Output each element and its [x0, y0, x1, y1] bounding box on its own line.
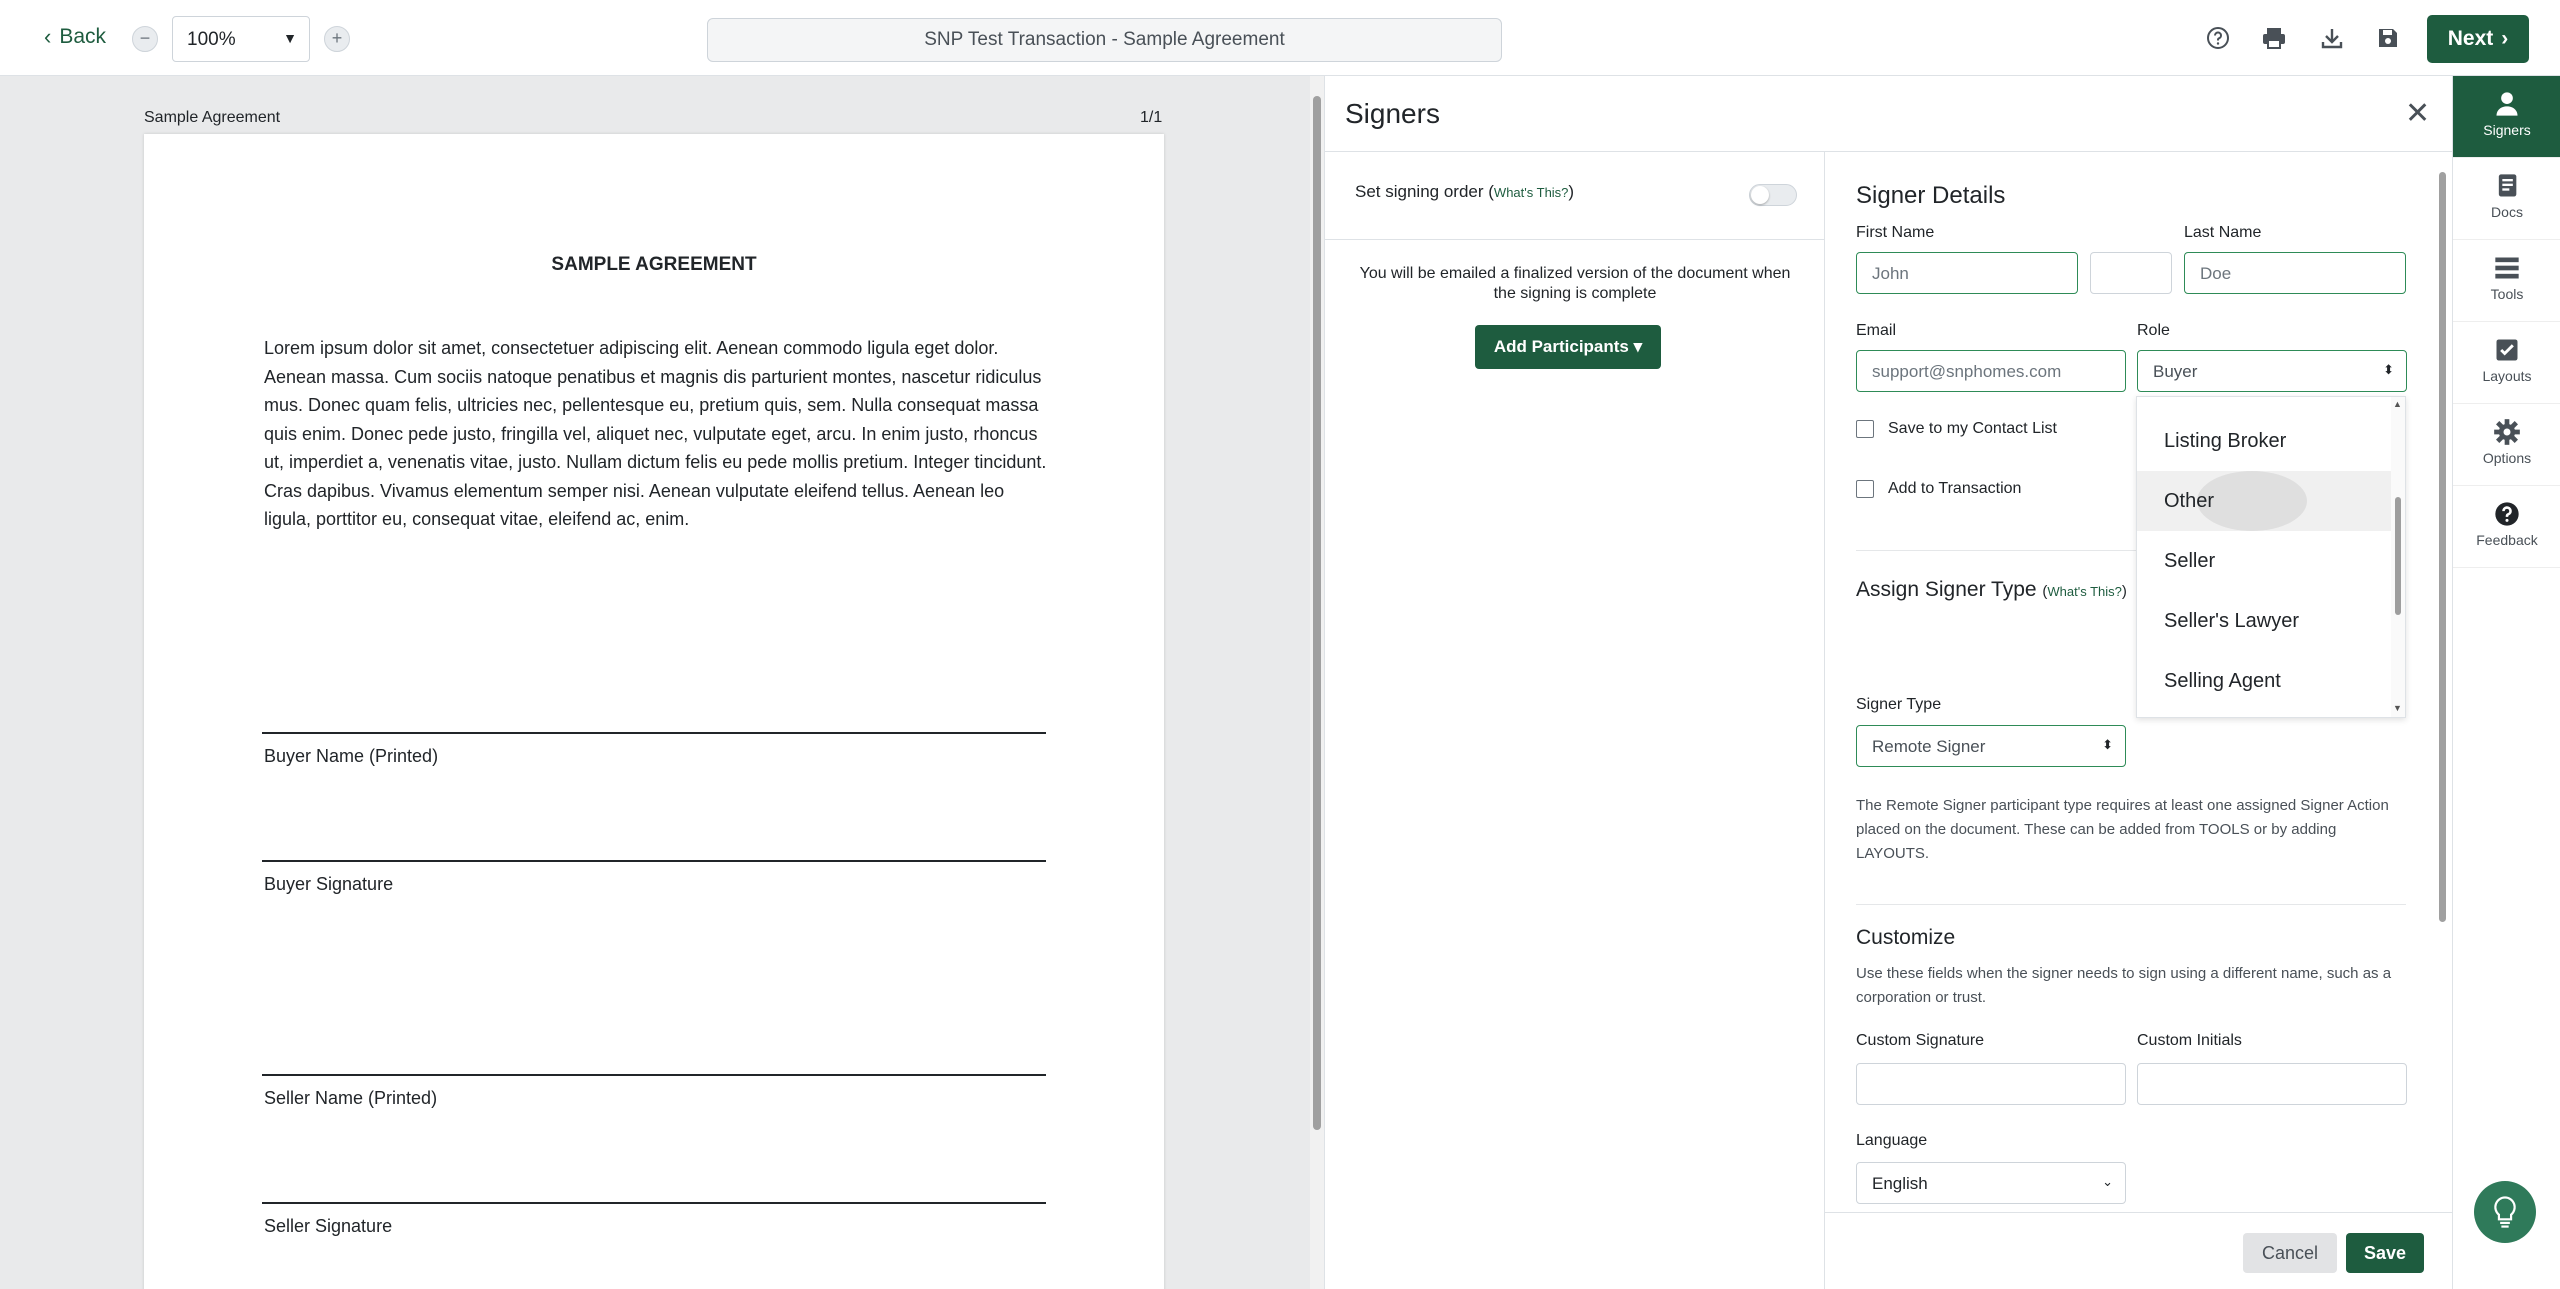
- document-title-field[interactable]: SNP Test Transaction - Sample Agreement: [707, 18, 1502, 62]
- language-value: English: [1872, 1174, 1928, 1193]
- save-contact-checkbox[interactable]: [1856, 420, 1874, 438]
- close-icon[interactable]: ✕: [2405, 97, 2431, 130]
- top-toolbar: [0, 0, 2560, 76]
- add-transaction-row: [1856, 480, 2021, 498]
- docs-icon: [2493, 172, 2521, 200]
- document-scrollbar[interactable]: [1310, 76, 1324, 1289]
- whats-this-link[interactable]: What's This?: [2047, 584, 2122, 599]
- zoom-select[interactable]: [172, 16, 310, 62]
- rail-item-tools[interactable]: Tools: [2453, 240, 2560, 322]
- layouts-icon: [2493, 336, 2521, 364]
- last-name-field[interactable]: Doe: [2184, 252, 2406, 294]
- save-button[interactable]: Save: [2346, 1233, 2424, 1273]
- lightbulb-help-button[interactable]: [2474, 1181, 2536, 1243]
- signing-order-row: [1325, 152, 1825, 240]
- role-option-selling-agent[interactable]: Selling Agent: [2164, 670, 2281, 692]
- signer-type-value: Remote Signer: [1872, 737, 1986, 756]
- custom-initials-label: Custom Initials: [2137, 1032, 2242, 1049]
- first-name-label: First Name: [1856, 224, 1935, 241]
- signature-line: [262, 860, 1046, 862]
- signature-field-label: Buyer Name (Printed): [264, 746, 439, 766]
- rail-item-layouts[interactable]: Layouts: [2453, 322, 2560, 404]
- rail-item-signers[interactable]: Signers: [2453, 76, 2560, 158]
- scrollbar-thumb[interactable]: [2439, 172, 2446, 922]
- rail-item-docs[interactable]: Docs: [2453, 158, 2560, 240]
- customize-heading: Customize: [1856, 926, 1956, 949]
- role-select[interactable]: [2137, 350, 2407, 392]
- signature-field-label: Seller Signature: [264, 1216, 393, 1236]
- signer-type-description: The Remote Signer participant type requires at least one assigned Signer Action placed on the document. These can be added from TOOLS or by adding LAYOUTS.: [1856, 797, 2389, 862]
- signature-field-label: Buyer Signature: [264, 874, 394, 894]
- add-participants-button[interactable]: Add Participants ▾: [1475, 325, 1661, 369]
- custom-signature-label: Custom Signature: [1856, 1032, 1985, 1049]
- middle-initial-field[interactable]: [2090, 252, 2172, 294]
- toggle-knob: [1751, 186, 1769, 204]
- add-transaction-checkbox[interactable]: [1856, 480, 1874, 498]
- zoom-value: 100%: [187, 29, 236, 50]
- chevron-down-icon: ▼: [283, 30, 297, 46]
- email-label: Email: [1856, 322, 1897, 339]
- scrollbar-thumb[interactable]: [2395, 497, 2401, 615]
- person-icon: [2493, 90, 2521, 118]
- role-option-seller[interactable]: Seller: [2164, 550, 2216, 572]
- email-field[interactable]: support@snphomes.com: [1856, 350, 2126, 392]
- first-name-field[interactable]: John: [1856, 252, 2078, 294]
- signature-line: [262, 1074, 1046, 1076]
- sort-caret-icon: ⬍: [2383, 362, 2394, 377]
- whats-this-link[interactable]: What's This?: [1493, 185, 1569, 200]
- signature-field-label: Seller Name (Printed): [264, 1088, 438, 1108]
- page-count: 1/1: [1140, 109, 1163, 126]
- zoom-in-button[interactable]: +: [324, 26, 350, 52]
- save-contact-row: [1856, 420, 2057, 438]
- document-body: Lorem ipsum dolor sit amet, consectetuer adipiscing elit. Aenean commodo ligula eget dolor. Aenean massa. Cum sociis natoque penatibus et magnis dis parturient montes, nascetur ridiculus mus. Donec quam felis, ultricies nec, pellentesque eu, pretium quis, sem. Nulla consequat massa quis enim. Donec pede justo, fringilla vel, aliquet nec, vulputate eget, arcu. In enim justo, rhoncus ut, imperdiet a, venenatis vitae, justo. Nullam dictum felis eu pede mollis pretium. Integer tincidunt. Cras dapibus. Vivamus elementum semper nisi. Aenean vulputate eleifend tellus. Aenean leo ligula, porttitor eu, consequat vitae, eleifend ac, enim.: [264, 338, 1047, 529]
- custom-signature-field[interactable]: [1856, 1063, 2126, 1105]
- scroll-up-icon[interactable]: ▲: [2393, 399, 2402, 409]
- zoom-out-button[interactable]: −: [132, 26, 158, 52]
- next-button[interactable]: [2427, 15, 2529, 63]
- sort-caret-icon: ⬍: [2102, 737, 2113, 752]
- panel-footer: [1825, 1212, 2453, 1289]
- print-icon[interactable]: [2258, 22, 2290, 54]
- role-list-scrollbar[interactable]: [2391, 397, 2405, 717]
- signer-type-label: Signer Type: [1856, 696, 1942, 713]
- signer-details-column: [1825, 152, 2453, 1289]
- signature-line: [262, 1202, 1046, 1204]
- chevron-down-icon: ⌄: [2102, 1174, 2113, 1189]
- email-note: You will be emailed a finalized version of the document when the signing is complete: [1359, 265, 1791, 302]
- add-transaction-label: Add to Transaction: [1888, 480, 2022, 497]
- tools-icon: [2493, 254, 2521, 282]
- save-disk-icon[interactable]: [2372, 22, 2404, 54]
- role-value: Buyer: [2153, 362, 2198, 381]
- signing-order-label: Set signing order (What's This?): [1355, 182, 1575, 201]
- document-name: Sample Agreement: [144, 109, 281, 126]
- save-contact-label: Save to my Contact List: [1888, 420, 2057, 437]
- language-select[interactable]: [1856, 1162, 2126, 1204]
- gear-icon: [2493, 418, 2521, 446]
- custom-initials-field[interactable]: [2137, 1063, 2407, 1105]
- participants-column: [1325, 152, 1825, 1289]
- divider: [1856, 904, 2406, 905]
- download-icon[interactable]: [2316, 22, 2348, 54]
- chevron-right-icon: ›: [2501, 27, 2509, 50]
- scroll-down-icon[interactable]: ▼: [2393, 703, 2402, 713]
- role-option-other[interactable]: Other: [2137, 471, 2393, 531]
- role-dropdown-list: [2136, 396, 2406, 718]
- document-viewer: [0, 76, 1314, 1289]
- panel-title: Signers: [1345, 98, 1440, 129]
- scrollbar-thumb[interactable]: [1313, 96, 1321, 1130]
- rail-item-feedback[interactable]: Feedback: [2453, 486, 2560, 568]
- next-label: Next: [2447, 27, 2494, 50]
- signer-type-heading: Assign Signer Type (What's This?): [1856, 578, 2127, 601]
- last-name-label: Last Name: [2184, 224, 2262, 241]
- cancel-button[interactable]: Cancel: [2243, 1233, 2337, 1273]
- back-button[interactable]: [44, 24, 106, 50]
- lightbulb-icon: [2490, 1195, 2520, 1229]
- question-icon: [2493, 500, 2521, 528]
- document-heading: SAMPLE AGREEMENT: [551, 254, 757, 275]
- signer-type-select[interactable]: [1856, 725, 2126, 767]
- role-option-sellers-lawyer[interactable]: Seller's Lawyer: [2164, 610, 2299, 632]
- details-scrollbar[interactable]: [2436, 152, 2450, 1212]
- rail-item-options[interactable]: Options: [2453, 404, 2560, 486]
- language-label: Language: [1856, 1132, 1928, 1149]
- customize-description: Use these fields when the signer needs to sign using a different name, such as a corporation or trust.: [1856, 965, 2392, 1006]
- document-page: [144, 134, 1164, 1289]
- role-option-listing-broker[interactable]: Listing Broker: [2164, 430, 2287, 452]
- signing-order-toggle[interactable]: [1749, 184, 1797, 206]
- chevron-left-icon: ‹: [44, 24, 52, 49]
- right-rail: [2452, 76, 2560, 1289]
- signer-details-heading: Signer Details: [1856, 182, 2006, 209]
- back-label: Back: [59, 25, 107, 48]
- role-label: Role: [2137, 322, 2170, 339]
- signature-line: [262, 732, 1046, 734]
- panel-header: [1325, 76, 2453, 152]
- help-icon[interactable]: [2202, 22, 2234, 54]
